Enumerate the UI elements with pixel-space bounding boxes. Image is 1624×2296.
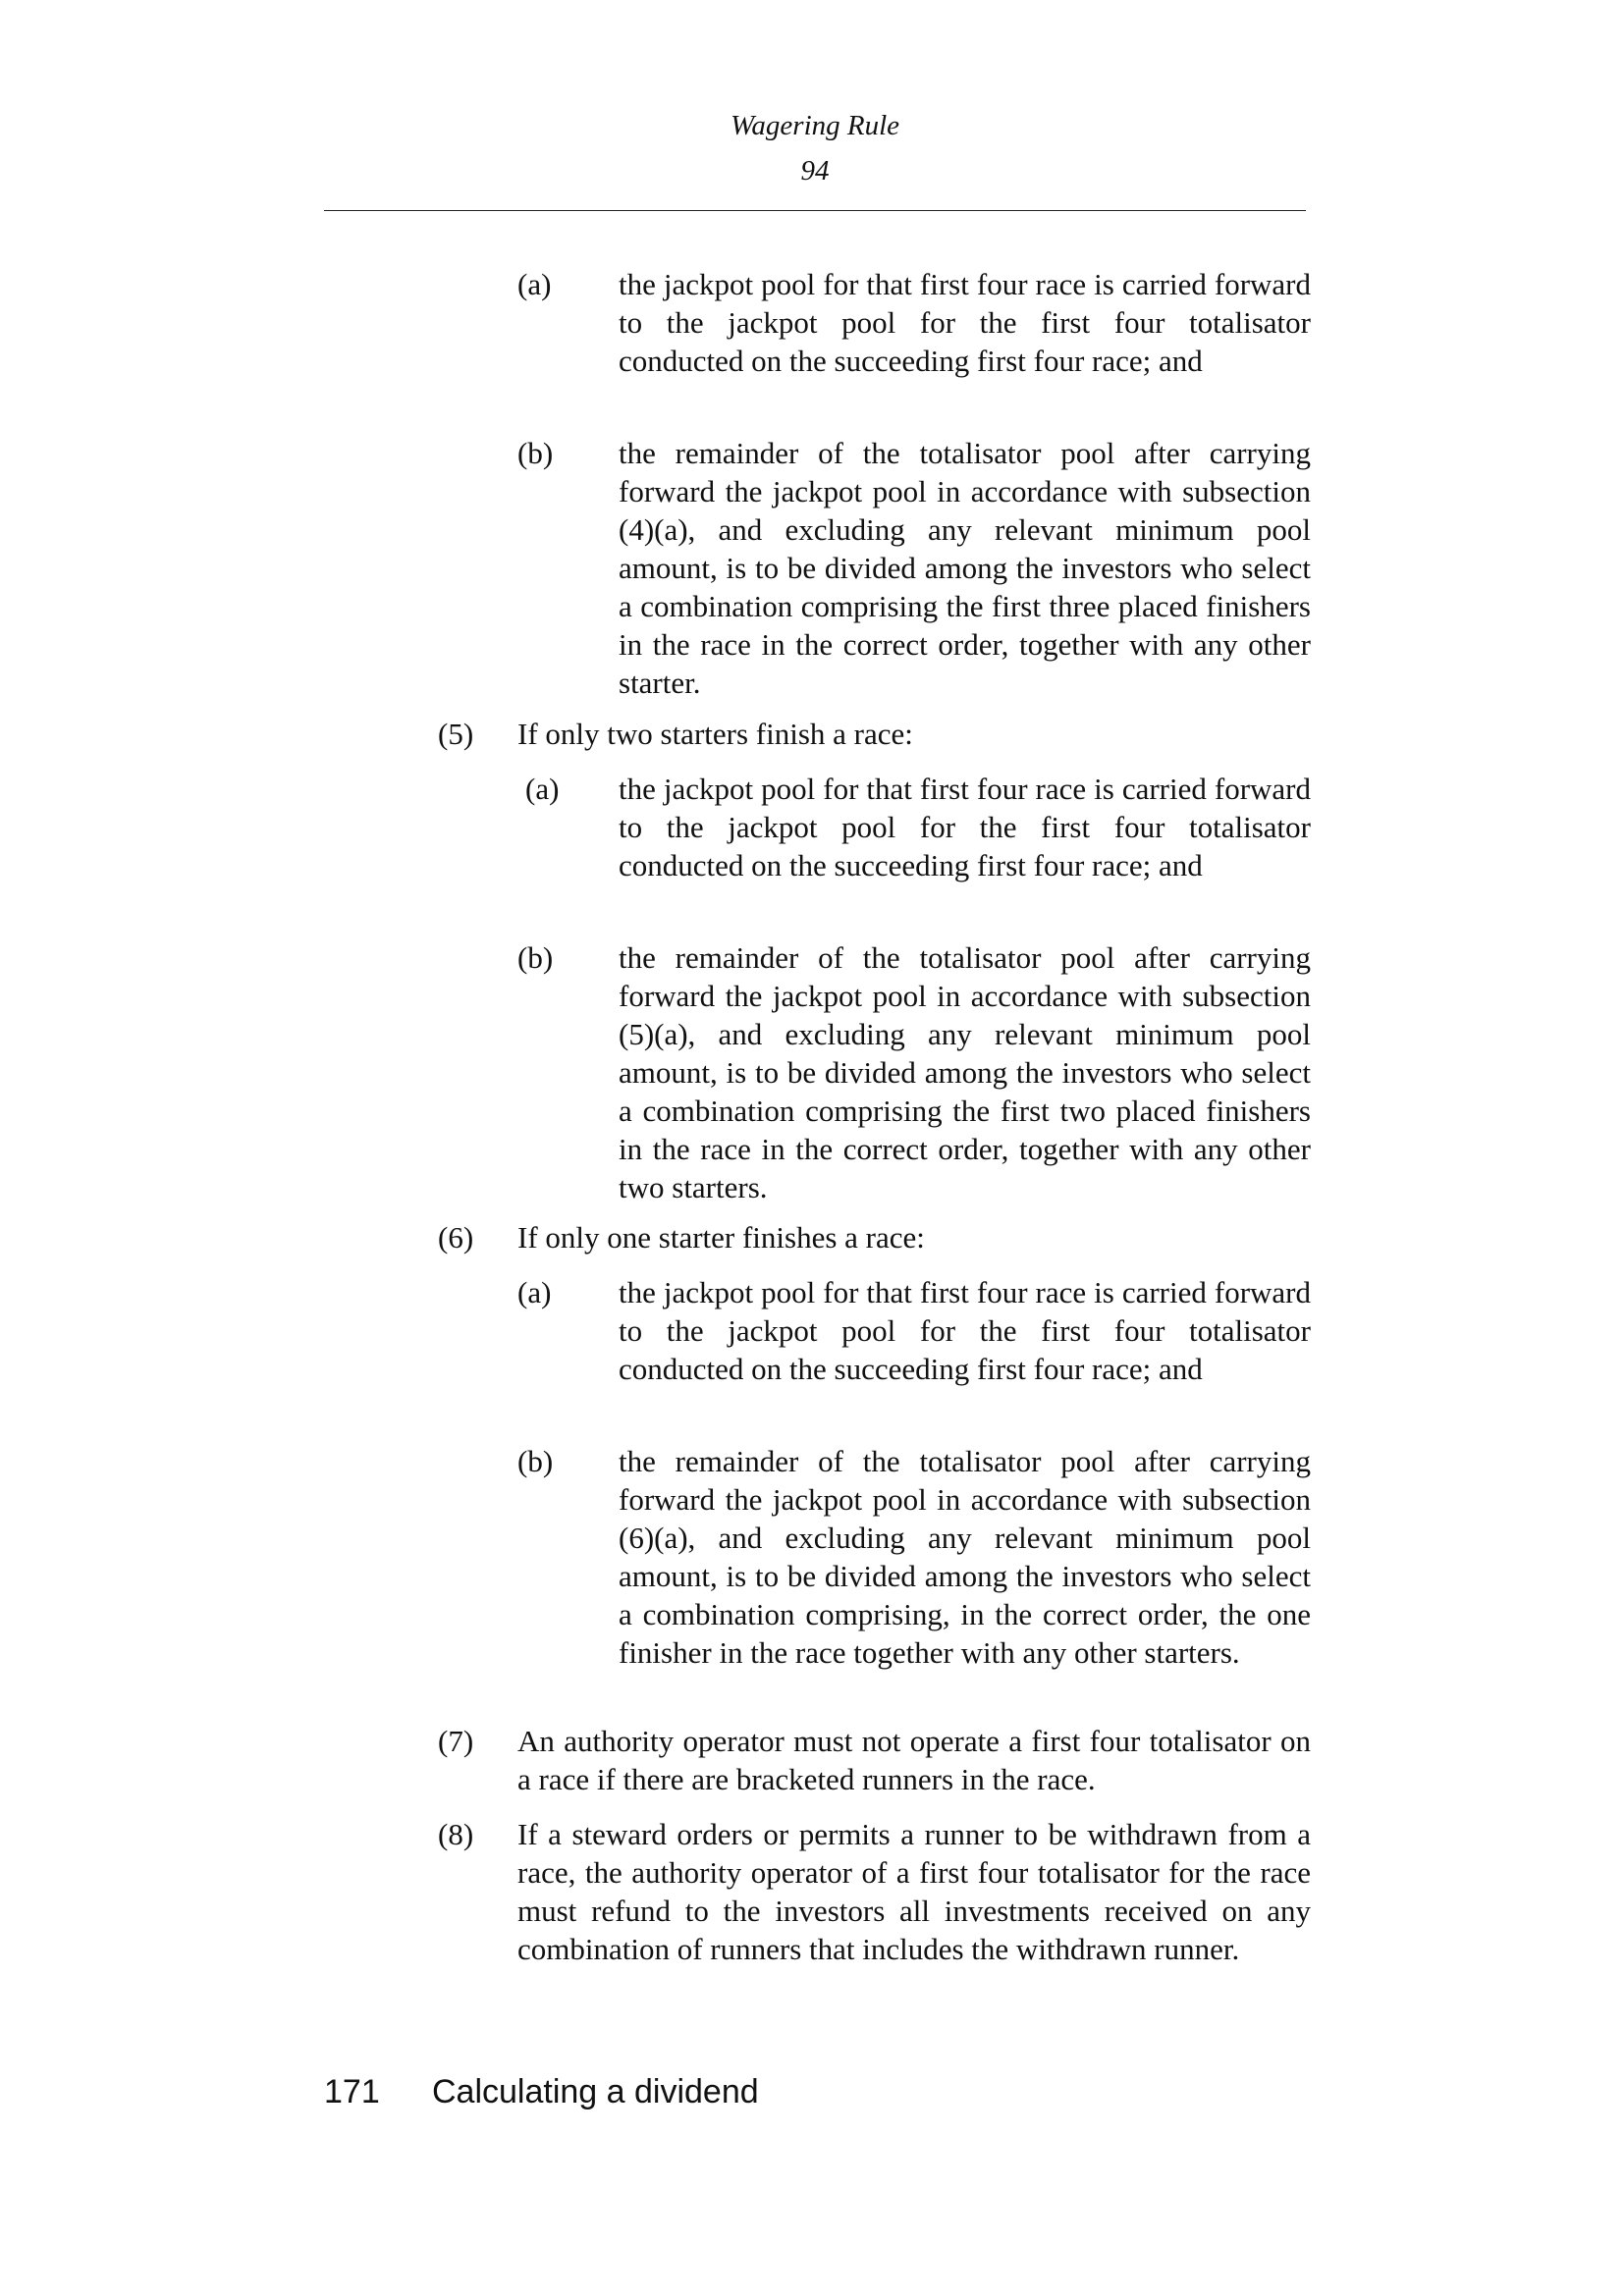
paragraph-label: (b) — [517, 436, 554, 470]
subsection-label: (8) — [438, 1817, 474, 1851]
paragraph-text: the jackpot pool for that first four race is carried forward to the jackpot pool for the first four totalisator conducted on the succeeding first four race; and — [619, 772, 1311, 882]
paragraph-text: the remainder of the totalisator pool after carrying forward the jackpot pool in accordance with subsection (4)(a), and excluding any relevant minimum pool amount, is to be divided among the investors who select a combination comprising the first three placed finishers in the race in the correct order, together with any other starter. — [619, 436, 1311, 700]
paragraph-label: (b) — [517, 1444, 554, 1478]
paragraph-text: the jackpot pool for that first four race is carried forward to the jackpot pool for the first four totalisator conducted on the succeeding first four race; and — [619, 267, 1311, 378]
section-number: 171 — [324, 2073, 380, 2110]
paragraph-text: the remainder of the totalisator pool after carrying forward the jackpot pool in accordance with subsection (5)(a), and excluding any relevant minimum pool amount, is to be divided among the investors who select a combination comprising the first two placed finishers in the race in the correct order, together with any other two starters. — [619, 940, 1311, 1204]
subsection-label: (7) — [438, 1724, 474, 1758]
running-header-title: Wagering Rule — [730, 110, 900, 141]
paragraph-label: (a) — [517, 1275, 552, 1309]
paragraph-label: (a) — [525, 772, 560, 806]
paragraph-text: the remainder of the totalisator pool after carrying forward the jackpot pool in accordance with subsection (6)(a), and excluding any relevant minimum pool amount, is to be divided among the investors who select a combination comprising, in the correct order, the one finisher in the race together with any other starters. — [619, 1444, 1311, 1670]
paragraph-label: (b) — [517, 940, 554, 975]
page-number: 94 — [800, 155, 830, 187]
subsection-text: If a steward orders or permits a runner to be withdrawn from a race, the authority operator of a first four totalisator for the race must refund to the investors all investments received on any combination of runners that includes the withdrawn runner. — [517, 1817, 1311, 1966]
header-rule — [324, 210, 1306, 211]
subsection-text: An authority operator must not operate a first four totalisator on a race if there are bracketed runners in the race. — [517, 1724, 1311, 1796]
subsection-label: (6) — [438, 1220, 474, 1255]
subsection-label: (5) — [438, 717, 474, 751]
section-title: Calculating a dividend — [432, 2073, 759, 2110]
paragraph-text: the jackpot pool for that first four race is carried forward to the jackpot pool for the first four totalisator conducted on the succeeding first four race; and — [619, 1275, 1311, 1386]
paragraph-label: (a) — [517, 267, 552, 301]
subsection-text: If only two starters finish a race: — [517, 717, 913, 751]
subsection-text: If only one starter finishes a race: — [517, 1220, 925, 1255]
